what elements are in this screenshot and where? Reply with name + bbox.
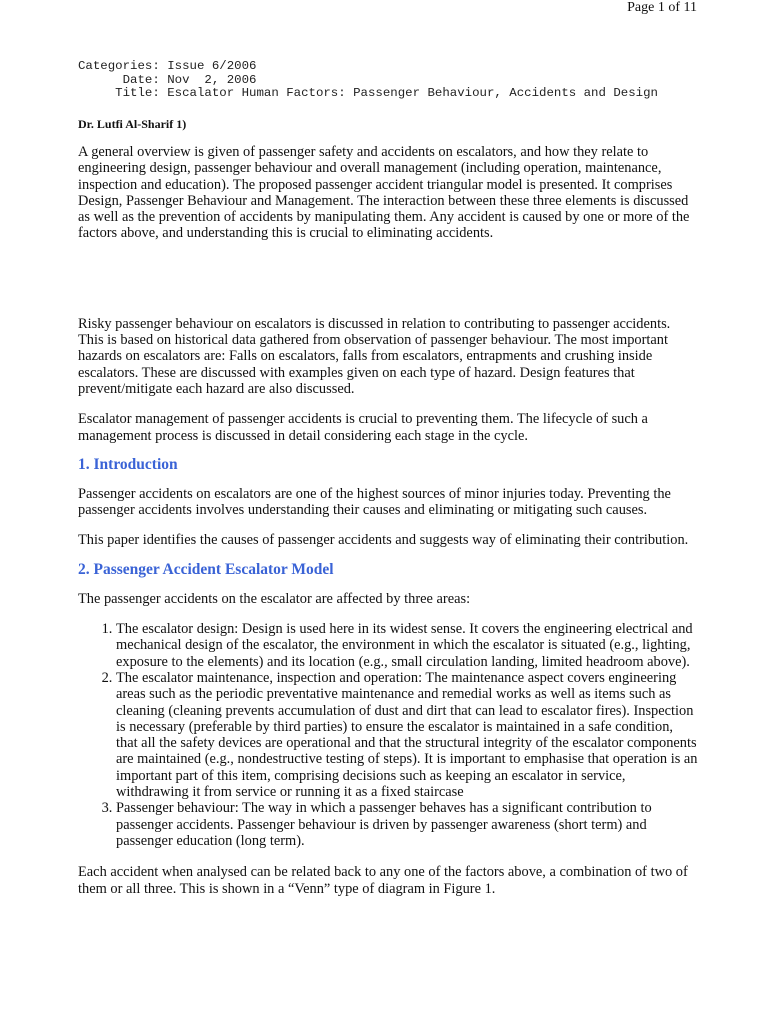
abstract-paragraph-2: Risky passenger behaviour on escalators is discussed in relation to contributing to passenger accidents. This is based on historical data gathered from observation of passenger behaviour. The most important hazards on escalators are: Falls on escalators, falls from escalators, entrapments and crushing inside escalators. These are discussed with examples given on each type of hazard. Design features that prevent/mitigate each hazard are also discussed. (78, 315, 671, 397)
model-intro-paragraph: The passenger accidents on the escalator are affected by three areas: (78, 590, 471, 607)
document-body (78, 144, 698, 897)
abstract-paragraph-1: A general overview is given of passenger safety and accidents on escalators, and how they relate to engineering design, passenger behaviour and overall management (including operation, maintenance, inspection and education). The proposed passenger accident triangular model is presented. It comprises Design, Passenger Behaviour and Management. The interaction between these three elements is discussed as well as the prevention of accidents by manipulating them. Any accident is caused by one or more of the factors above, and understanding this is crucial to eliminating accidents. (78, 144, 690, 242)
model-closing-paragraph: Each accident when analysed can be related back to any one of the factors above, a combination of two of them or all three. This is shown in a “Venn” type of diagram in Figure 1. (78, 864, 688, 897)
list-item: 1. The escalator design: Design is used here in its widest sense. It covers the engineering electrical and mechanical design of the escalator, the environment in which the escalator is situated (e.g., lighting, exposure to the elements) and its location (e.g., small circulation landing, limited headroom above). (116, 621, 698, 670)
meta-date: Date: Nov 2, 2006 (78, 72, 257, 87)
introduction-paragraph-1: Passenger accidents on escalators are one of the highest sources of minor injuries today. Preventing the passenger accidents involves understanding their causes and eliminating or mitigating such causes. (78, 485, 671, 519)
page-number: Page 1 of 11 (627, 0, 697, 15)
section-heading-introduction: 1. Introduction (78, 455, 178, 473)
list-item: 3. Passenger behaviour: The way in which a passenger behaves has a significant contribution to passenger accidents. Passenger behaviour is driven by passenger awareness (short term) and passenger education (long term). (116, 800, 698, 849)
introduction-paragraph-2: This paper identifies the causes of passenger accidents and suggests way of eliminating their contribution. (78, 532, 689, 549)
abstract-paragraph-3: Escalator management of passenger accidents is crucial to preventing them. The lifecycle of such a management process is discussed in detail considering each stage in the cycle. (78, 411, 648, 444)
document-metadata (78, 60, 658, 101)
author-line: Dr. Lutfi Al-Sharif 1) (78, 117, 187, 131)
meta-categories: Categories: Issue 6/2006 (78, 59, 257, 73)
section-heading-model: 2. Passenger Accident Escalator Model (78, 560, 334, 578)
factor-list (78, 621, 698, 849)
meta-title: Title: Escalator Human Factors: Passenger Behaviour, Accidents and Design (78, 86, 658, 100)
list-item: 2. The escalator maintenance, inspection and operation: The maintenance aspect covers engineering areas such as the periodic preventative maintenance and remedial works as well as items such as cleaning (cleaning prevents accumulation of dust and dirt that can lead to escalator fires). Inspection is necessary (preferable by third parties) to ensure the escalator is maintained in a safe condition, that all the safety devices are operational and that the structural integrity of the escalator components are maintained (e.g., nondestructive testing of steps). It is important to emphasise that operation is an important part of this item, comprising decisions such as keeping an escalator in service, withdrawing it from service or running it as a fixed staircase (116, 670, 698, 800)
